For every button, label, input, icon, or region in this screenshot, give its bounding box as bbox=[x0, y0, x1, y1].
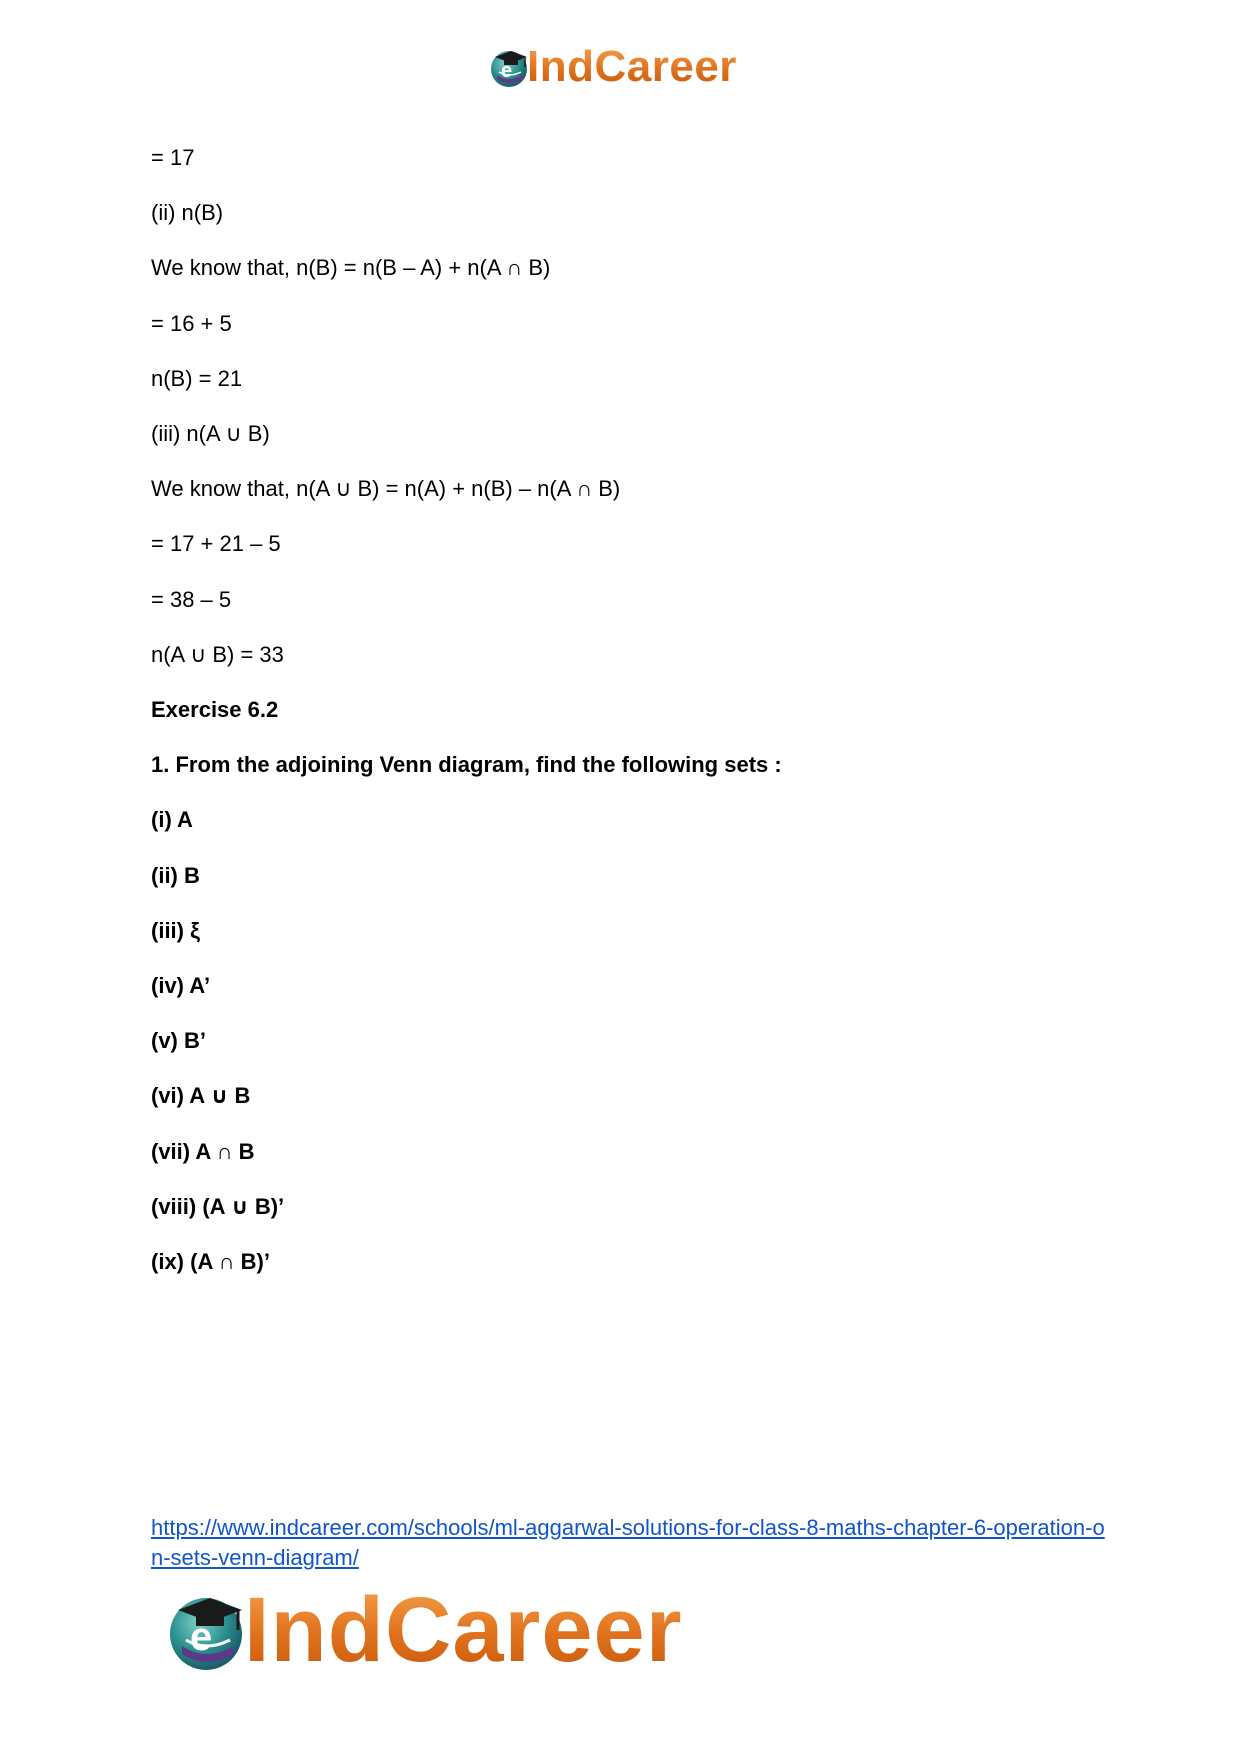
header-logo bbox=[487, 40, 737, 94]
text-line: (iv) A’ bbox=[151, 973, 211, 998]
text-line: (v) B’ bbox=[151, 1028, 206, 1054]
text-line: (vii) A ∩ B bbox=[151, 1138, 255, 1164]
text-line: = 17 bbox=[151, 145, 195, 170]
text-line: (iii) n(A ∪ B) bbox=[151, 421, 270, 446]
text-line: (ii) n(B) bbox=[151, 200, 224, 226]
text-line: (i) A bbox=[151, 807, 193, 833]
text-line: Exercise 6.2 bbox=[151, 697, 279, 722]
text-line: = 38 – 5 bbox=[151, 586, 232, 612]
text-line: We know that, n(A ∪ B) = n(A) + n(B) – n(A ∩ B) bbox=[151, 476, 621, 502]
logo-text: IndCareer bbox=[527, 42, 737, 91]
svg-text:e: e bbox=[190, 1615, 213, 1659]
text-line: = 17 + 21 – 5 bbox=[151, 531, 281, 557]
text-line: n(B) = 21 bbox=[151, 365, 243, 391]
text-line: n(A ∪ B) = 33 bbox=[151, 641, 284, 667]
text-line: (ix) (A ∩ B)’ bbox=[151, 1249, 270, 1274]
footer-logo bbox=[162, 1579, 683, 1681]
source-url-link[interactable]: https://www.indcareer.com/schools/ml-aggarwal-solutions-for-class-8-maths-chapter-6-operation-on-sets-venn-diagram/ bbox=[151, 1515, 1105, 1570]
text-line: 1. From the adjoining Venn diagram, find the following sets : bbox=[151, 752, 782, 778]
text-line: (iii) ξ bbox=[151, 917, 200, 943]
text-line: (viii) (A ∪ B)’ bbox=[151, 1193, 285, 1219]
logo-text: IndCareer bbox=[244, 1579, 683, 1681]
text-line: We know that, n(B) = n(B – A) + n(A ∩ B) bbox=[151, 255, 551, 281]
svg-text:e: e bbox=[501, 60, 513, 82]
graduation-globe-icon bbox=[487, 45, 531, 89]
text-line: (vi) A ∪ B bbox=[151, 1083, 251, 1109]
text-line: (ii) B bbox=[151, 862, 200, 888]
text-line: = 16 + 5 bbox=[151, 310, 232, 336]
graduation-globe-icon bbox=[162, 1586, 250, 1674]
